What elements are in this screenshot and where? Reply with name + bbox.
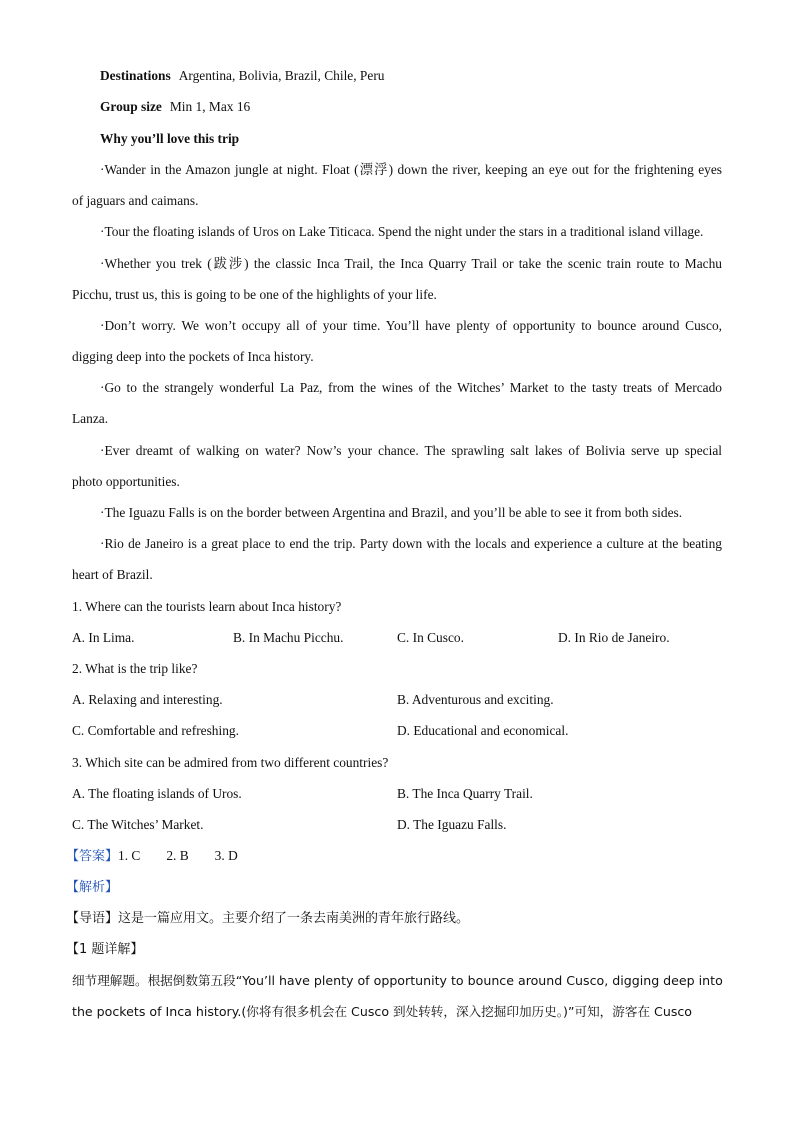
answer-value: 3. D [214,848,238,863]
bullet-line: heart of Brazil. [72,567,153,582]
question-3: 3. Which site can be admired from two different countries? [72,755,389,770]
bullet-line: digging deep into the pockets of Inca history. [72,349,314,364]
q2-option-b: B. Adventurous and exciting. [397,692,554,707]
q3-option-c: C. The Witches’ Market. [72,817,204,832]
bullet-line: ·Go to the strangely wonderful La Paz, from the wines of the Witches’ Market to the tasty treats of Mercado [100,380,722,395]
q1-option-d: D. In Rio de Janeiro. [558,630,670,645]
analysis-label: 【解析】 [66,880,119,895]
bullet-line: ·Rio de Janeiro is a great place to end the trip. Party down with the locals and experience a culture at the beating [100,536,722,551]
bullet-line: ·Wander in the Amazon jungle at night. Float (漂浮) down the river, keeping an eye out for the frightening eyes [100,162,722,177]
bullet-line: ·Don’t worry. We won’t occupy all of your time. You’ll have plenty of opportunity to bounce around Cusco, [100,318,722,333]
answer-value: 1. C [118,848,141,863]
guide-text: 这是一篇应用文。主要介绍了一条去南美洲的青年旅行路线。 [118,911,470,926]
q3-option-a: A. The floating islands of Uros. [72,786,242,801]
bullet-line: photo opportunities. [72,474,180,489]
analysis-label-line [66,877,716,898]
detail-heading: 【1 题详解】 [66,942,144,957]
q2-option-c: C. Comfortable and refreshing. [72,723,239,738]
q1-option-c: C. In Cusco. [397,630,464,645]
q1-option-b: B. In Machu Picchu. [233,630,344,645]
destinations-label: Destinations [100,68,171,83]
bullet-line: ·The Iguazu Falls is on the border between Argentina and Brazil, and you’ll be able to see it from both sides. [100,505,683,520]
bullet-line: of jaguars and caimans. [72,193,199,208]
group-size-value: Min 1, Max 16 [169,99,251,114]
bullet-line: ·Whether you trek (跋涉) the classic Inca Trail, the Inca Quarry Trail or take the scenic train route to Machu [100,256,722,271]
detail-text-line: 细节理解题。根据倒数第五段“You’ll have plenty of opportunity to bounce around Cusco, digging deep into [72,973,723,988]
group-size-line [100,97,722,117]
bullet-line: ·Tour the floating islands of Uros on Lake Titicaca. Spend the night under the stars in a traditional island village. [100,224,704,239]
why-heading: Why you’ll love this trip [100,131,240,146]
q3-option-b: B. The Inca Quarry Trail. [397,786,533,801]
question-2: 2. What is the trip like? [72,661,198,676]
answer-label: 【答案】 [66,849,119,864]
detail-text-line: the pockets of Inca history.(你将有很多机会在 Cusco 到处转转，深入挖掘印加历史。)”可知，游客在 Cusco [72,1004,693,1019]
bullet-line: Picchu, trust us, this is going to be one of the highlights of your life. [72,287,437,302]
q2-option-d: D. Educational and economical. [397,723,569,738]
bullet-line: Lanza. [72,411,109,426]
question-1: 1. Where can the tourists learn about Inca history? [72,599,342,614]
q3-option-d: D. The Iguazu Falls. [397,817,507,832]
destinations-line [100,66,722,86]
q2-option-a: A. Relaxing and interesting. [72,692,223,707]
destinations-value: Argentina, Bolivia, Brazil, Chile, Peru [178,68,385,83]
group-size-label: Group size [100,99,162,114]
answer-line [66,846,716,867]
q1-option-a: A. In Lima. [72,630,135,645]
guide-line [66,909,716,929]
bullet-line: ·Ever dreamt of walking on water? Now’s your chance. The sprawling salt lakes of Bolivia serve up special [100,443,722,458]
answer-value: 2. B [166,848,189,863]
guide-label: 【导语】 [66,911,119,926]
